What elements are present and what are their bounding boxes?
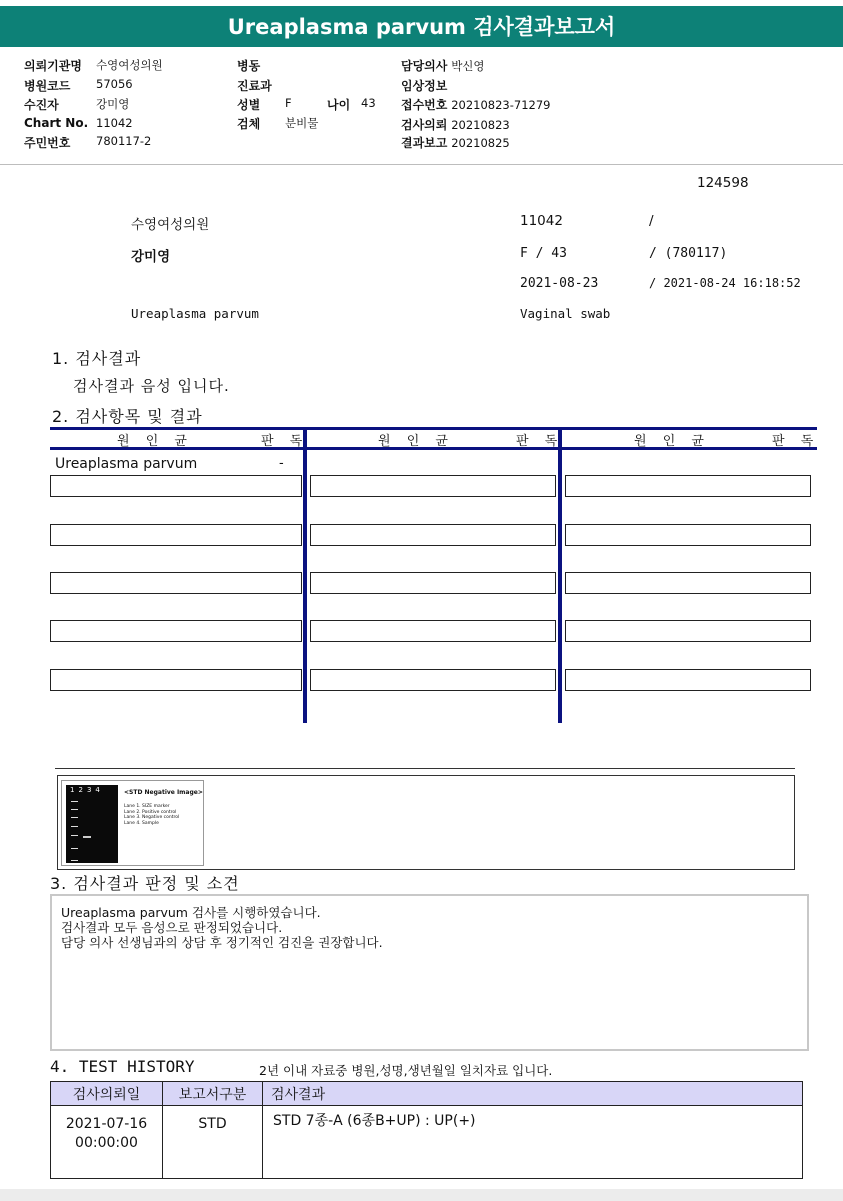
col-judgement-1: 판 독 (261, 434, 309, 449)
clinical-info-label: 임상정보 (401, 79, 448, 93)
col-pathogen-3: 원 인 균 (634, 434, 710, 449)
gel-title: <STD Negative Image> (124, 789, 203, 796)
patient-label: 수진자 (24, 98, 59, 112)
gel-legend-item: Lane 4. Sample (124, 820, 159, 826)
gel-band (71, 826, 78, 827)
institution-label: 의뢰기관명 (24, 59, 82, 73)
ward-label: 병동 (237, 59, 261, 73)
chart-no-label: Chart No. (24, 116, 89, 130)
summary-slash: / (649, 213, 654, 229)
summary-birth: / (780117) (649, 246, 728, 261)
gel-band (71, 801, 78, 802)
opinion-line: Ureaplasma parvum 검사를 시행하였습니다. (61, 905, 321, 920)
doctor-label: 담당의사 (401, 59, 448, 73)
result-cell (565, 572, 811, 594)
history-table (50, 1081, 803, 1179)
history-note: 2년 이내 자료중 병원,성명,생년월일 일치자료 입니다. (259, 1063, 553, 1078)
summary-test-name: Ureaplasma parvum (131, 306, 259, 321)
col-result: 검사결과 (263, 1082, 803, 1106)
gel-top-rule (55, 768, 795, 769)
request-date-value: 20210823 (451, 118, 510, 132)
lane-label: 2 (78, 786, 87, 794)
gel-legend-item: Lane 3. Negative control (124, 815, 180, 820)
lane-label: 3 (86, 786, 96, 794)
history-time: 00:00:00 (75, 1135, 138, 1151)
section3-heading: 3. 검사결과 판정 및 소견 (50, 874, 240, 893)
summary-date1: 2021-08-23 (520, 276, 599, 291)
col-report-type: 보고서구분 (163, 1082, 263, 1106)
result-cell (310, 620, 556, 642)
summary-date2: / 2021-08-24 16:18:52 (649, 276, 801, 290)
section2-heading: 2. 검사항목 및 결과 (52, 407, 203, 426)
result-cell (310, 524, 556, 546)
receipt-no-label: 접수번호 (401, 98, 448, 112)
history-header-row (51, 1082, 803, 1106)
gel-band (71, 817, 78, 818)
report-date-label: 결과보고 (401, 136, 448, 150)
col-judgement-3: 판 독 (772, 434, 820, 449)
item1-name: Ureaplasma parvum (55, 456, 198, 472)
result-cell (310, 572, 556, 594)
grid-divider-2 (558, 427, 562, 723)
report-id: 124598 (697, 175, 749, 191)
opinion-box (50, 894, 809, 1051)
history-date: 2021-07-16 (65, 1116, 148, 1132)
result-cell (310, 475, 556, 497)
footer-strip (0, 1189, 843, 1201)
gel-band (83, 836, 91, 838)
specimen-value: 분비물 (285, 116, 319, 130)
result-cell (50, 620, 302, 642)
sex-value: F (285, 96, 292, 110)
item1-result: - (279, 456, 284, 471)
institution-value: 수영여성의원 (96, 58, 163, 72)
gel-band (71, 860, 78, 861)
dept-label: 진료과 (237, 79, 272, 93)
doctor-value: 박신영 (451, 59, 485, 73)
result-cell (565, 524, 811, 546)
grid-divider-1 (303, 427, 307, 723)
result-cell (565, 669, 811, 691)
sex-label: 성별 (237, 98, 261, 112)
age-label: 나이 (327, 98, 351, 112)
col-pathogen-2: 원 인 균 (378, 434, 454, 449)
opinion-line: 검사결과 모두 음성으로 판정되었습니다. (61, 920, 283, 935)
resident-no-label: 주민번호 (24, 136, 71, 150)
gel-legend-item: Lane 2. Positive control (124, 809, 177, 815)
request-date-label: 검사의뢰 (401, 118, 448, 132)
col-pathogen-1: 원 인 균 (117, 434, 193, 449)
report-title: Ureaplasma parvum 검사결과보고서 (0, 6, 843, 47)
hospital-code-value: 57056 (96, 77, 133, 91)
opinion-line: 담당 의사 선생님과의 상담 후 정기적인 검진을 권장합니다. (61, 935, 383, 950)
summary-sex-age: F / 43 (520, 246, 567, 261)
section1-result: 검사결과 음성 입니다. (73, 377, 230, 395)
col-request-date: 검사의뢰일 (51, 1082, 163, 1106)
patient-value: 강미영 (96, 97, 130, 111)
result-cell (50, 572, 302, 594)
summary-patient: 강미영 (131, 249, 171, 265)
gel-band (71, 809, 78, 810)
gel-photo (66, 785, 118, 863)
section4-heading: 4. TEST HISTORY (50, 1057, 195, 1076)
header-divider (0, 164, 843, 165)
resident-no-value: 780117-2 (96, 134, 152, 148)
result-cell (50, 524, 302, 546)
gel-legend-item: Lane 1. SIZE marker (124, 804, 170, 809)
result-cell (50, 669, 302, 691)
summary-specimen: Vaginal swab (520, 306, 611, 321)
section1-heading: 1. 검사결과 (52, 349, 142, 368)
gel-image (61, 780, 204, 866)
history-type: STD (163, 1106, 263, 1179)
table-row (51, 1106, 803, 1179)
age-value: 43 (361, 96, 376, 110)
history-result: STD 7종-A (6종B+UP) : UP(+) (263, 1106, 803, 1179)
gel-band (71, 835, 78, 836)
result-cell (565, 620, 811, 642)
chart-no-value: 11042 (96, 116, 133, 130)
col-judgement-2: 판 독 (516, 434, 564, 449)
gel-panel (57, 775, 795, 870)
hospital-code-label: 병원코드 (24, 79, 71, 93)
lane-label: 4 (95, 786, 104, 794)
gel-band (71, 848, 78, 849)
result-cell (310, 669, 556, 691)
summary-clinic: 수영여성의원 (131, 217, 210, 233)
summary-chart-no: 11042 (520, 213, 563, 229)
specimen-label: 검체 (237, 117, 261, 131)
result-cell (50, 475, 302, 497)
lane-label: 1 (70, 786, 79, 794)
result-cell (565, 475, 811, 497)
report-date-value: 20210825 (451, 136, 510, 150)
receipt-no-value: 20210823-71279 (451, 98, 551, 112)
